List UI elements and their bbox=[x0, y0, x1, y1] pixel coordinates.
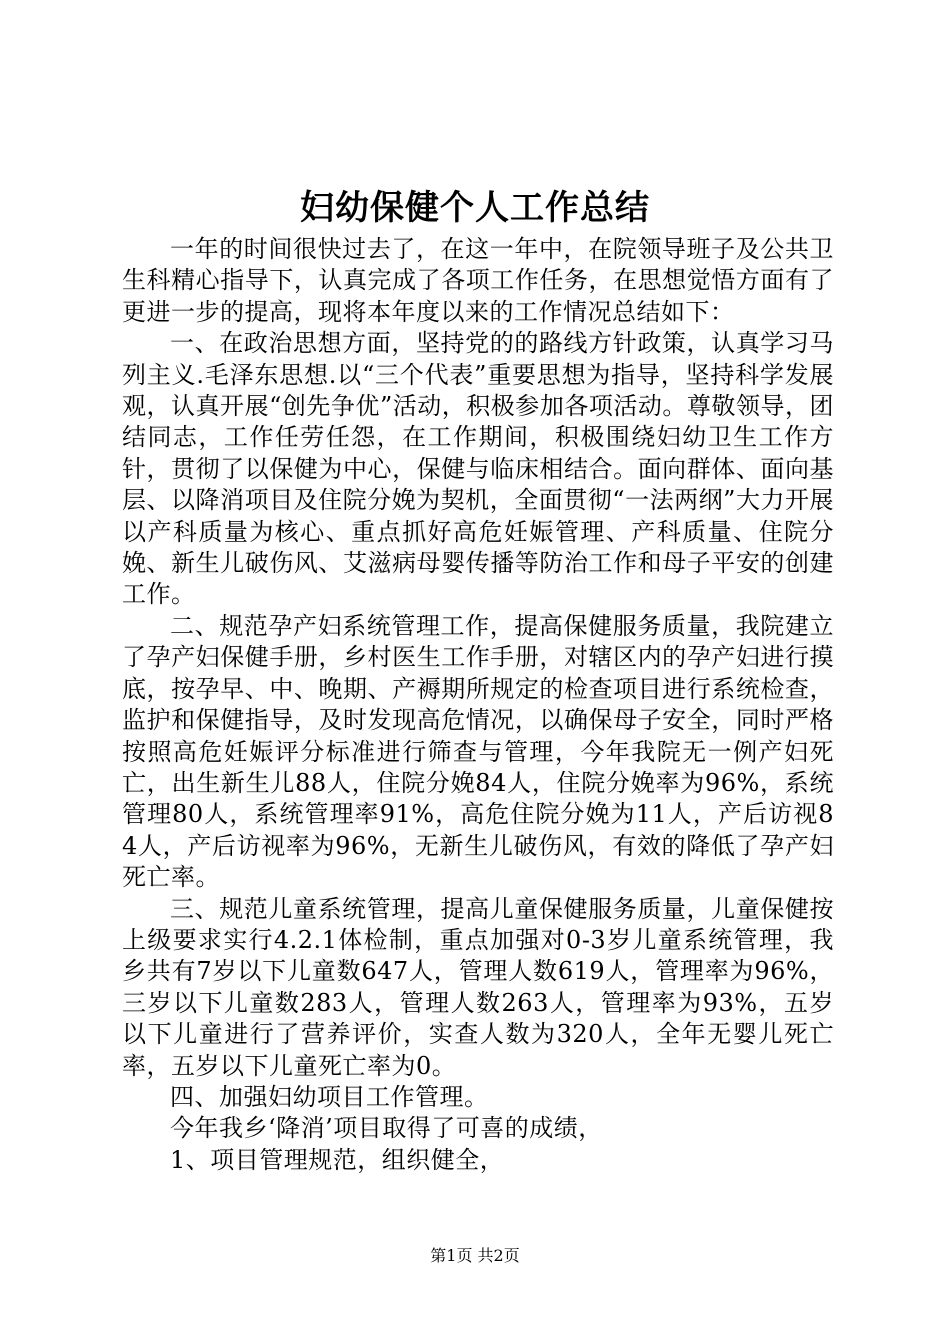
paragraph-section-3: 三、规范儿童系统管理，提高儿童保健服务质量，儿童保健按上级要求实行4.2.1体检制，重点加强对0-3岁儿童系统管理，我乡共有7岁以下儿童数647人，管理人数619人，管理率为96%，三岁以下儿童数283人，管理人数263人，管理率为93%，五岁以下儿童进行了营养评价，实查人数为320人，全年无婴儿死亡率，五岁以下儿童死亡率为0。 bbox=[122, 894, 834, 1080]
document-title: 妇幼保健个人工作总结 bbox=[300, 188, 650, 228]
paragraph-section-4: 四、加强妇幼项目工作管理。 bbox=[170, 1082, 489, 1111]
paragraph-section-1: 一、在政治思想方面，坚持党的的路线方针政策，认真学习马列主义.毛泽东思想.以“三个代表”重要思想为指导，坚持科学发展观，认真开展“创先争优”活动，积极参加各项活动。尊敬领导，团结同志，工作任劳任怨，在工作期间，积极围绕妇幼卫生工作方针，贯彻了以保健为中心，保健与临床相结合。面向群体、面向基层、以降消项目及住院分娩为契机，全面贯彻“一法两纲”大力开展以产科质量为核心、重点抓好高危妊娠管理、产科质量、住院分娩、新生儿破伤风、艾滋病母婴传播等防治工作和母子平安的创建工作。 bbox=[122, 329, 834, 609]
paragraph-project-intro: 今年我乡‘降消’项目取得了可喜的成绩， bbox=[170, 1114, 603, 1143]
document-body bbox=[122, 234, 834, 1176]
paragraph-intro: 一年的时间很快过去了，在这一年中，在院领导班子及公共卫生科精心指导下，认真完成了各项工作任务，在思想觉悟方面有了更进一步的提高，现将本年度以来的工作情况总结如下： bbox=[122, 235, 834, 326]
paragraph-section-2: 二、规范孕产妇系统管理工作，提高保健服务质量，我院建立了孕产妇保健手册，乡村医生工作手册，对辖区内的孕产妇进行摸底，按孕早、中、晚期、产褥期所规定的检查项目进行系统检查，监护和保健指导，及时发现高危情况，以确保母子安全，同时严格按照高危妊娠评分标准进行筛查与管理，今年我院无一例产妇死亡，出生新生儿88人，住院分娩84人，住院分娩率为96%，系统管理80人，系统管理率91%，高危住院分娩为11人，产后访视84人，产后访视率为96%，无新生儿破伤风，有效的降低了孕产妇死亡率。 bbox=[122, 611, 834, 892]
paragraph-project-item-1: 1、项目管理规范，组织健全， bbox=[170, 1145, 505, 1174]
page-footer: 第1页 共2页 bbox=[430, 1246, 520, 1265]
